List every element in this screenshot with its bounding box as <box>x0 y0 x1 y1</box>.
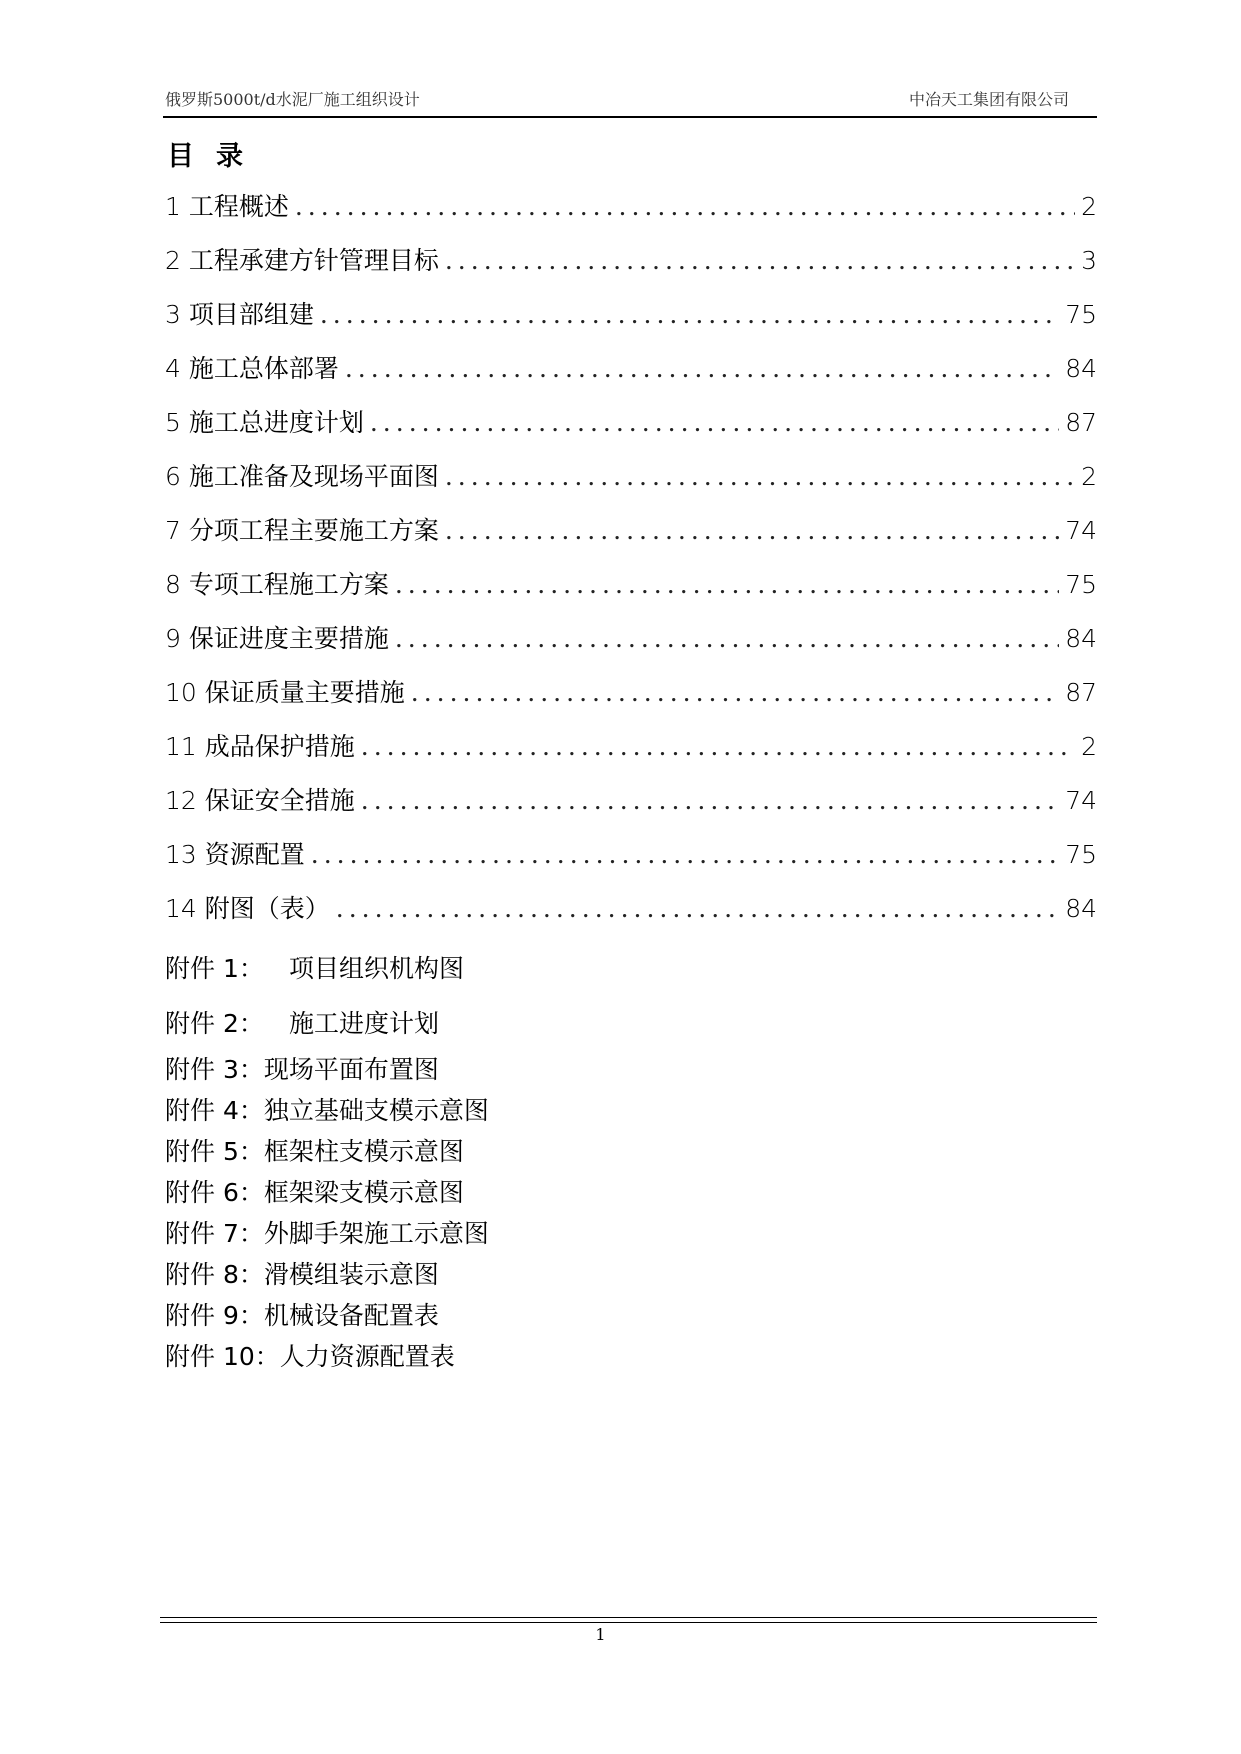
attachment-item <box>165 1003 489 1049</box>
dot-leader <box>395 622 1059 656</box>
toc-entry-page: 84 <box>1065 354 1097 383</box>
toc-entry[interactable] <box>165 244 1097 298</box>
page-number: 1 <box>595 1625 606 1644</box>
toc-entry-label: 7 分项工程主要施工方案 <box>165 516 439 545</box>
dot-leader <box>370 406 1059 440</box>
toc-entry-page: 84 <box>1065 894 1097 923</box>
toc-entry-label: 5 施工总进度计划 <box>165 408 364 437</box>
attachment-title: 机械设备配置表 <box>263 1301 439 1330</box>
toc-entry[interactable] <box>165 460 1097 514</box>
toc-heading: 目录 <box>167 141 265 172</box>
attachment-item <box>165 1049 489 1090</box>
toc-entry-page: 75 <box>1065 570 1097 599</box>
attachment-prefix: 附件 5： <box>165 1137 264 1166</box>
dot-leader <box>295 190 1075 224</box>
attachment-prefix: 附件 10： <box>165 1342 280 1371</box>
toc-entry[interactable] <box>165 352 1097 406</box>
toc-entry-label: 10 保证质量主要措施 <box>165 678 405 707</box>
toc-entry[interactable] <box>165 298 1097 352</box>
dot-leader <box>395 568 1059 602</box>
attachment-title: 独立基础支模示意图 <box>263 1096 489 1125</box>
attachment-prefix: 附件 2： <box>165 1009 264 1038</box>
toc-entry-page: 2 <box>1081 462 1097 491</box>
toc-entry-page: 87 <box>1065 408 1097 437</box>
attachment-prefix: 附件 3： <box>165 1055 264 1084</box>
dot-leader <box>311 838 1059 872</box>
toc-entry-page: 2 <box>1081 732 1097 761</box>
attachment-item <box>165 948 489 1003</box>
dot-leader <box>411 676 1059 710</box>
attachment-list <box>165 948 489 1377</box>
dot-leader <box>345 352 1059 386</box>
toc-entry-page: 75 <box>1065 840 1097 869</box>
dot-leader <box>336 892 1059 926</box>
toc-entry[interactable] <box>165 568 1097 622</box>
toc-entry-page: 74 <box>1065 786 1097 815</box>
toc-entry-label: 12 保证安全措施 <box>165 786 355 815</box>
attachment-title: 项目组织机构图 <box>289 954 465 983</box>
dot-leader <box>320 298 1059 332</box>
dot-leader <box>361 784 1059 818</box>
attachment-title: 人力资源配置表 <box>279 1342 455 1371</box>
toc-entry-label: 4 施工总体部署 <box>165 354 339 383</box>
attachment-item <box>165 1172 489 1213</box>
attachment-title: 施工进度计划 <box>289 1009 440 1038</box>
toc-entry[interactable] <box>165 730 1097 784</box>
attachment-prefix: 附件 4： <box>165 1096 264 1125</box>
toc-entry[interactable] <box>165 514 1097 568</box>
attachment-item <box>165 1131 489 1172</box>
toc-entry-label: 9 保证进度主要措施 <box>165 624 389 653</box>
attachment-item <box>165 1090 489 1131</box>
toc-entry-label: 13 资源配置 <box>165 840 305 869</box>
attachment-prefix: 附件 7： <box>165 1219 264 1248</box>
toc-entry-page: 84 <box>1065 624 1097 653</box>
toc-entry-page: 75 <box>1065 300 1097 329</box>
dot-leader <box>445 460 1075 494</box>
attachment-prefix: 附件 6： <box>165 1178 264 1207</box>
toc-entry-label: 2 工程承建方针管理目标 <box>165 246 439 275</box>
attachment-prefix: 附件 8： <box>165 1260 264 1289</box>
toc-entry-label: 11 成品保护措施 <box>165 732 355 761</box>
attachment-prefix: 附件 1： <box>165 954 264 983</box>
toc-entry[interactable] <box>165 838 1097 892</box>
toc-entry-page: 2 <box>1081 192 1097 221</box>
toc-entry[interactable] <box>165 676 1097 730</box>
toc-entry[interactable] <box>165 406 1097 460</box>
table-of-contents <box>165 190 1097 946</box>
attachment-item <box>165 1336 489 1377</box>
dot-leader <box>445 514 1059 548</box>
header-company-name: 中冶天工集团有限公司 <box>908 90 1069 109</box>
dot-leader <box>361 730 1075 764</box>
toc-entry-label: 1 工程概述 <box>165 192 289 221</box>
toc-entry-label: 8 专项工程施工方案 <box>165 570 389 599</box>
toc-entry-label: 6 施工准备及现场平面图 <box>165 462 439 491</box>
toc-entry[interactable] <box>165 622 1097 676</box>
attachment-title: 框架梁支模示意图 <box>263 1178 464 1207</box>
toc-entry-label: 3 项目部组建 <box>165 300 314 329</box>
header-document-title: 俄罗斯5000t/d水泥厂施工组织设计 <box>165 90 420 109</box>
toc-entry[interactable] <box>165 784 1097 838</box>
toc-entry[interactable] <box>165 892 1097 946</box>
toc-entry-page: 87 <box>1065 678 1097 707</box>
attachment-prefix: 附件 9： <box>165 1301 264 1330</box>
attachment-title: 滑模组装示意图 <box>263 1260 439 1289</box>
attachment-title: 现场平面布置图 <box>263 1055 439 1084</box>
attachment-item <box>165 1295 489 1336</box>
attachment-item <box>165 1213 489 1254</box>
toc-entry-page: 74 <box>1065 516 1097 545</box>
toc-entry-page: 3 <box>1081 246 1097 275</box>
attachment-item <box>165 1254 489 1295</box>
attachment-title: 框架柱支模示意图 <box>263 1137 464 1166</box>
dot-leader <box>445 244 1075 278</box>
attachment-title: 外脚手架施工示意图 <box>263 1219 489 1248</box>
toc-entry-label: 14 附图（表） <box>165 894 330 923</box>
toc-entry[interactable] <box>165 190 1097 244</box>
page-header <box>163 88 1097 118</box>
footer-rule <box>160 1617 1097 1623</box>
